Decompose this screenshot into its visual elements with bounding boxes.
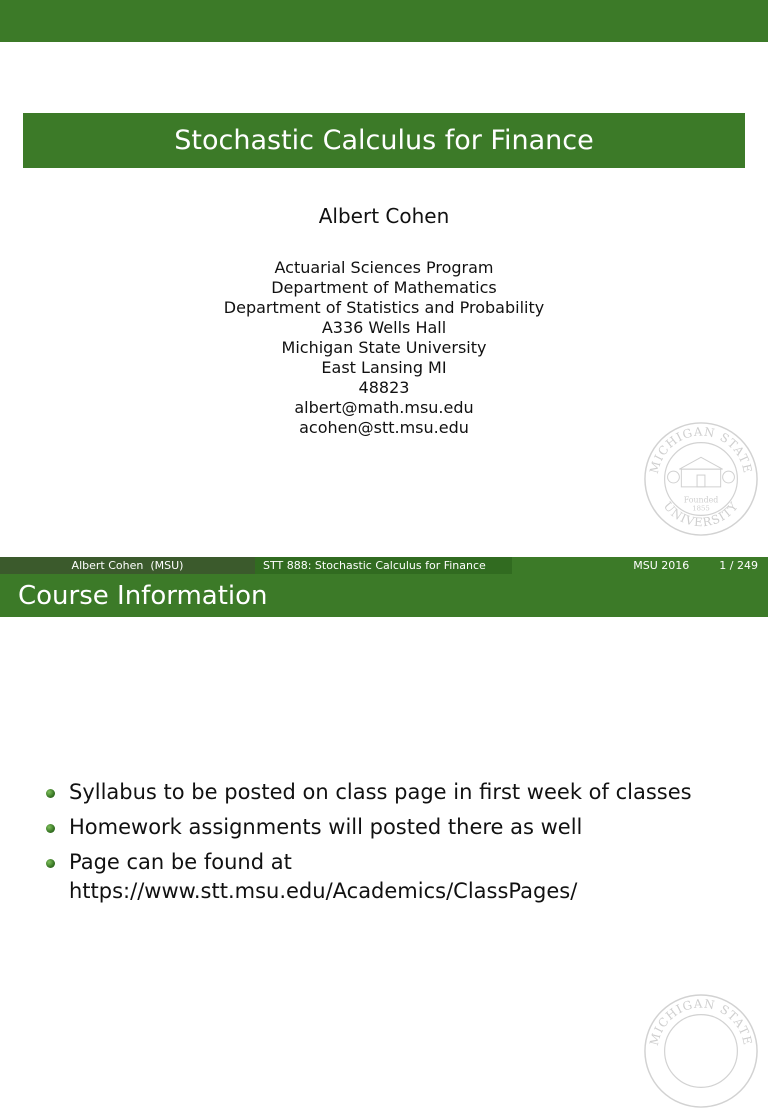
bullet-list <box>44 778 744 912</box>
footer-course <box>255 557 512 574</box>
svg-text:MICHIGAN STATE: MICHIGAN STATE <box>646 996 756 1047</box>
affiliation-line: Department of Mathematics <box>271 278 497 297</box>
bullet-item <box>44 778 744 807</box>
msu-seal-icon <box>642 420 760 538</box>
footer-date-page <box>512 557 768 574</box>
affiliation-line: A336 Wells Hall <box>321 318 447 337</box>
svg-text:1855: 1855 <box>692 504 710 513</box>
slide-footer <box>0 557 768 574</box>
footer-course-text: STT 888: Stochastic Calculus for Finance <box>263 559 486 572</box>
footer-page-number: 1 / 249 <box>719 559 758 572</box>
bullet-dot-icon <box>46 859 55 868</box>
bullet-text: Page can be found at <box>69 850 292 874</box>
affiliation-line: Department of Statistics and Probability <box>223 298 545 317</box>
frame-title-bar <box>0 574 768 617</box>
frame-title: Course Information <box>18 580 268 611</box>
affiliation-line: Actuarial Sciences Program <box>274 258 494 277</box>
svg-text:Founded: Founded <box>683 495 719 505</box>
affiliation-line: Michigan State University <box>281 338 487 357</box>
footer-author-text: Albert Cohen (MSU) <box>71 559 184 572</box>
affiliation-block <box>0 258 768 438</box>
footer-date: MSU 2016 <box>633 559 690 572</box>
class-page-url: https://www.stt.msu.edu/Academics/ClassPages/ <box>69 879 578 903</box>
top-header-band <box>0 0 768 42</box>
email-line: albert@math.msu.edu <box>294 398 474 417</box>
svg-text:MICHIGAN STATE: MICHIGAN STATE <box>646 424 756 475</box>
affiliation-line: East Lansing MI <box>321 358 447 377</box>
slide-title-box <box>23 113 745 168</box>
bullet-text: Syllabus to be posted on class page in first week of classes <box>69 780 692 804</box>
bullet-dot-icon <box>46 789 55 798</box>
footer-author <box>0 557 255 574</box>
bullet-item <box>44 813 744 842</box>
msu-seal-icon-partial <box>642 992 760 1110</box>
bullet-item <box>44 848 744 906</box>
bullet-text: Homework assignments will posted there as well <box>69 815 583 839</box>
svg-text:UNIVERSITY: UNIVERSITY <box>660 498 742 530</box>
author-name: Albert Cohen <box>318 204 450 228</box>
slide-title: Stochastic Calculus for Finance <box>174 125 594 156</box>
affiliation-line: 48823 <box>358 378 410 397</box>
email-line: acohen@stt.msu.edu <box>299 418 469 437</box>
bullet-dot-icon <box>46 824 55 833</box>
